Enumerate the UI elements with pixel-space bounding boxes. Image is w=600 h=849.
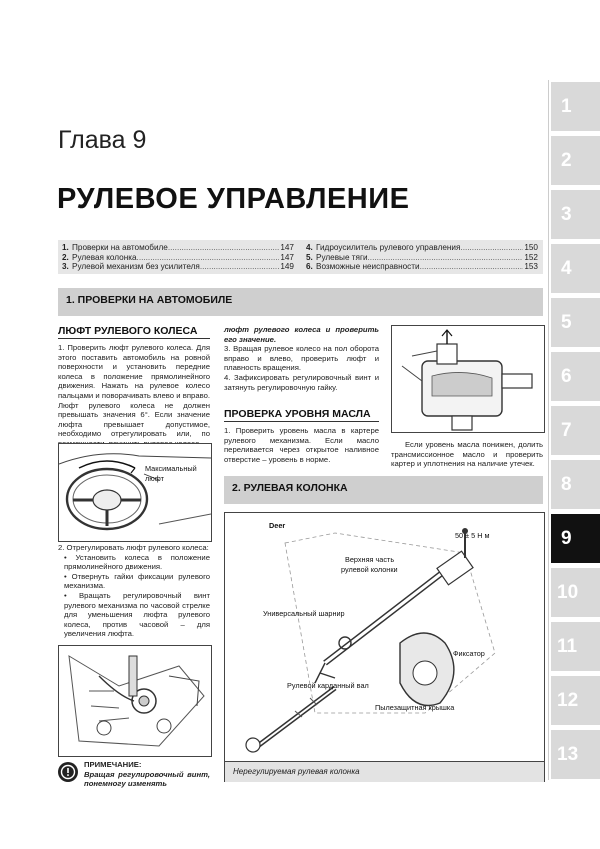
toc-num: 1. — [62, 243, 69, 252]
warning-icon — [58, 762, 78, 782]
steering-wheel-illustration — [59, 444, 211, 541]
toc-left-column — [62, 243, 294, 272]
toc-row[interactable] — [62, 262, 294, 272]
toc-dots — [420, 262, 524, 272]
section-2-header — [224, 476, 543, 504]
toc-page: 152 — [524, 252, 538, 262]
toc-page: 149 — [280, 262, 294, 272]
figure-steering-gear — [391, 325, 545, 433]
col2-text — [224, 325, 379, 392]
col1-paragraph-2 — [58, 543, 210, 639]
bullet-item: • Установить колеса в положение прямолинейного движения. — [64, 552, 210, 572]
toc-dots — [137, 253, 280, 263]
tab-chapter-1[interactable] — [551, 80, 600, 131]
toc-text: Рулевой механизм без усилителя — [72, 262, 200, 272]
section-1-header — [58, 288, 543, 316]
toc-num: 3. — [62, 262, 69, 272]
paragraph: 1. Проверить люфт рулевого колеса. Для этого поставить автомобиль на ровной поверхности и установить передние колеса в положение прямолинейного движения. Нажать на рулевое колесо пальцами и поворачивать влево и вправо. Люфт рулевого колеса не должен превышать значения 6°. Если значение люфта превышает допустимое, необходимо отрегулировать или, по — [58, 343, 210, 439]
tab-chapter-8[interactable] — [551, 458, 600, 509]
toc-page: 147 — [280, 243, 294, 252]
toc-row[interactable] — [306, 243, 538, 253]
toc-num: 6. — [306, 262, 313, 272]
col3-text — [391, 440, 543, 469]
toc-right-column — [306, 243, 538, 272]
section-2-title: 2. РУЛЕВАЯ КОЛОНКА — [232, 482, 348, 494]
tab-label: 9 — [561, 528, 572, 549]
tab-label: 5 — [561, 312, 572, 333]
toc-num: 5. — [306, 252, 313, 262]
toc-text: Гидроусилитель рулевого управления — [316, 243, 461, 252]
figure-label-upper-2: рулевой колонки — [341, 565, 398, 574]
table-of-contents — [58, 240, 543, 274]
toc-row[interactable] — [62, 253, 294, 263]
tab-label: 6 — [561, 366, 572, 387]
toc-text: Проверки на автомобиле — [72, 243, 168, 252]
figure-model-label: Deer — [269, 521, 286, 530]
tab-chapter-9[interactable] — [551, 512, 600, 563]
heading-steering-play: ЛЮФТ РУЛЕВОГО КОЛЕСА — [58, 325, 210, 339]
tab-chapter-4[interactable] — [551, 242, 600, 293]
tab-label: 13 — [557, 744, 579, 765]
adjustment-screw-illustration — [59, 646, 211, 756]
paragraph: 1. Проверить уровень масла в картере рулевого механизма. Если масло переливается через открытое наливное отверстие – уровень в норме. — [224, 426, 379, 464]
col1-paragraph-1 — [58, 343, 210, 449]
tab-chapter-3[interactable] — [551, 188, 600, 239]
toc-dots — [200, 262, 279, 272]
tab-label: 8 — [561, 474, 572, 495]
toc-page: 153 — [524, 262, 538, 272]
chapter-label: Глава 9 — [58, 126, 147, 154]
figure-label-max: Максимальный — [145, 464, 197, 473]
toc-page: 150 — [524, 243, 538, 252]
figure-torque-label: 50 ± 5 Н м — [455, 531, 490, 540]
tab-chapter-11[interactable] — [551, 620, 600, 671]
toc-row[interactable] — [306, 253, 538, 263]
toc-text: Рулевые тяги — [316, 252, 368, 262]
tab-label: 12 — [557, 690, 579, 711]
page-title: РУЛЕВОЕ УПРАВЛЕНИЕ — [57, 183, 410, 215]
toc-num: 4. — [306, 243, 313, 252]
toc-dots — [368, 253, 524, 263]
toc-text: Рулевая колонка — [72, 252, 137, 262]
tab-label: 4 — [561, 258, 572, 279]
bullet-item: • Вращать регулировочный винт рулевого механизма по часовой стрелке для уменьшения люфта рулевого колеса, против часовой – для увеличения люфта. — [64, 590, 210, 639]
toc-text: Возможные неисправности — [316, 262, 420, 272]
tab-chapter-5[interactable] — [551, 296, 600, 347]
note-title: ПРИМЕЧАНИЕ: — [84, 760, 142, 769]
tab-label: 10 — [557, 582, 579, 603]
toc-num: 2. — [62, 252, 69, 262]
paragraph: 2. Отрегулировать люфт рулевого колеса: — [58, 543, 209, 552]
figure-label-boot: Пылезащитная крышка — [375, 703, 455, 712]
figure-label-play: люфт — [145, 474, 164, 483]
figure-caption-bar — [225, 761, 544, 782]
bullet-item: • Отвернуть гайки фиксации рулевого механизма. — [64, 571, 210, 591]
tab-label: 1 — [561, 96, 572, 117]
heading-oil-level: ПРОВЕРКА УРОВНЯ МАСЛА — [224, 408, 379, 422]
steering-column-illustration — [225, 513, 544, 761]
tab-label: 11 — [557, 636, 578, 657]
tab-divider — [548, 80, 549, 780]
figure-caption: Нерегулируемая рулевая колонка — [233, 767, 360, 776]
toc-row[interactable] — [62, 243, 294, 253]
figure-steering-column — [224, 512, 545, 782]
tab-chapter-6[interactable] — [551, 350, 600, 401]
note-text: Вращая регулировочный винт, понемногу изменять — [84, 769, 210, 789]
toc-page: 147 — [280, 252, 294, 262]
tab-label: 7 — [561, 420, 572, 441]
steering-gear-illustration — [392, 326, 544, 432]
tab-chapter-2[interactable] — [551, 134, 600, 185]
col2-text-2 — [224, 426, 379, 464]
tab-chapter-13[interactable] — [551, 728, 600, 779]
tab-label: 3 — [561, 204, 572, 225]
paragraph: люфт рулевого колеса и проверить его значение. — [224, 325, 379, 344]
figure-label-joint: Универсальный шарнир — [263, 609, 345, 618]
figure-steering-wheel — [58, 443, 212, 542]
tab-label: 2 — [561, 150, 572, 171]
paragraph: 4. Зафиксировать регулировочный винт и затянуть регулировочную гайку. — [224, 372, 379, 392]
figure-adjustment-screw — [58, 645, 212, 757]
section-1-title: 1. ПРОВЕРКИ НА АВТОМОБИЛЕ — [66, 294, 233, 306]
paragraph: Если уровень масла понижен, долить трансмиссионное масло и проверить картер и уплотнения на наличие утечек. — [391, 440, 543, 469]
note-box — [84, 760, 210, 789]
paragraph: 3. Вращая рулевое колесо на пол оборота вправо и влево, проверить люфт и плавность вращения. — [224, 344, 379, 373]
toc-dots — [168, 243, 279, 253]
tab-chapter-7[interactable] — [551, 404, 600, 455]
tab-chapter-10[interactable] — [551, 566, 600, 617]
figure-label-fix: Фиксатор — [453, 649, 485, 658]
toc-dots — [460, 243, 523, 253]
figure-label-shaft: Рулевой карданный вал — [287, 681, 369, 690]
toc-row[interactable] — [306, 262, 538, 272]
tab-chapter-12[interactable] — [551, 674, 600, 725]
figure-label-upper-1: Верхняя часть — [345, 555, 395, 564]
